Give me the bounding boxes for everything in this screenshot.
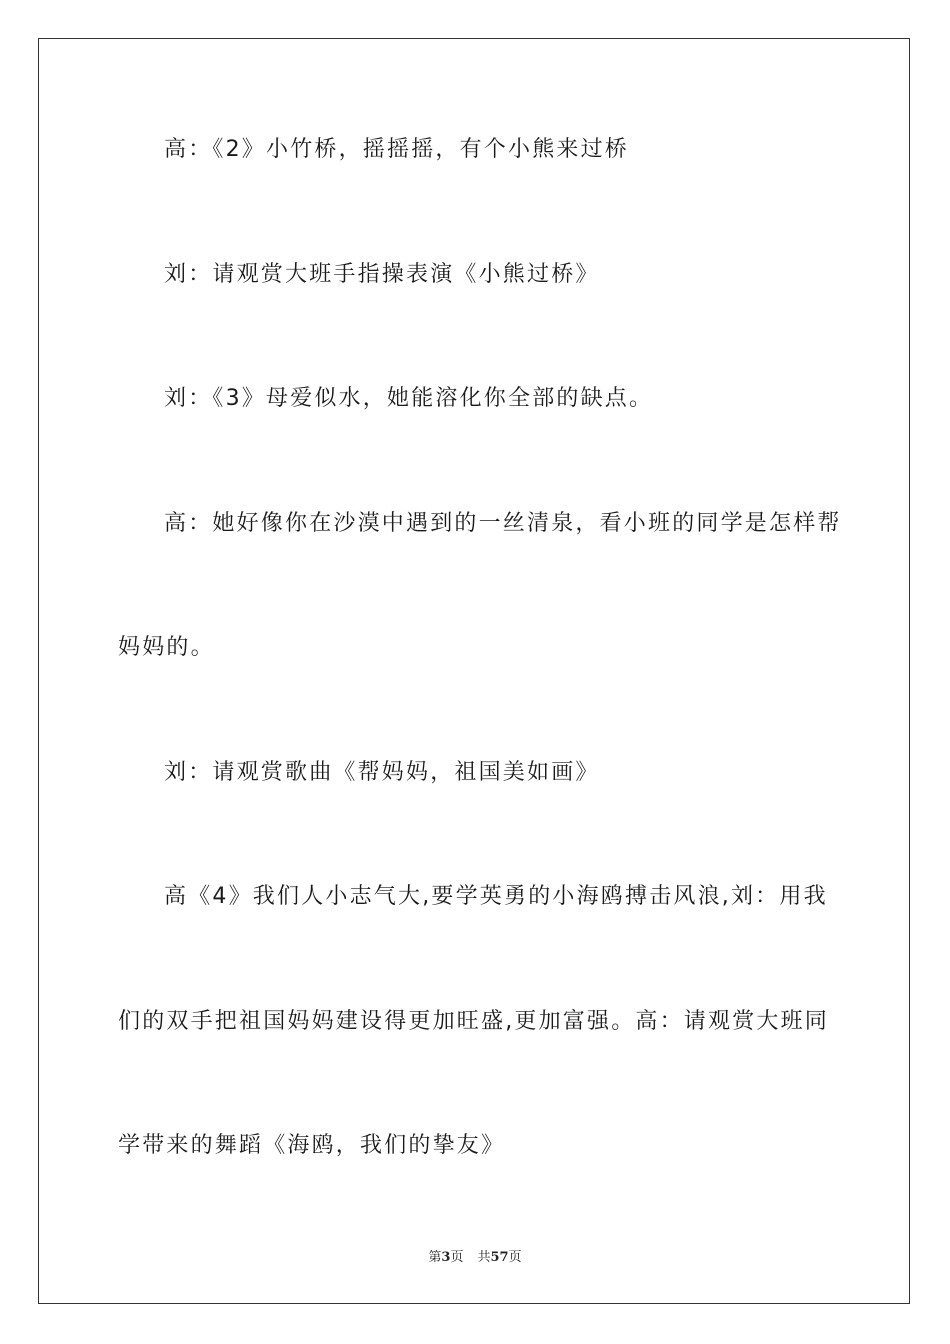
page-footer bbox=[0, 1246, 950, 1265]
page-border bbox=[38, 38, 910, 1304]
text-line-6: 刘：请观赏歌曲《帮妈妈，祖国美如画》 bbox=[164, 760, 600, 785]
footer-page-suffix: 页 bbox=[450, 1250, 464, 1265]
footer-total-pages: 57 bbox=[490, 1250, 509, 1265]
text-line-7: 高《4》我们人小志气大,要学英勇的小海鸥搏击风浪,刘：用我 bbox=[164, 884, 828, 909]
text-line-8: 们的双手把祖国妈妈建设得更加旺盛,更加富强。高：请观赏大班同 bbox=[118, 1009, 829, 1034]
text-line-4: 高：她好像你在沙漠中遇到的一丝清泉，看小班的同学是怎样帮 bbox=[164, 511, 842, 536]
footer-page-number: 3 bbox=[441, 1250, 451, 1265]
text-line-2: 刘：请观赏大班手指操表演《小熊过桥》 bbox=[164, 262, 600, 287]
footer-total-prefix: 共 bbox=[477, 1250, 491, 1265]
text-line-1: 高：《2》小竹桥，摇摇摇，有个小熊来过桥 bbox=[164, 137, 629, 162]
text-line-9: 学带来的舞蹈《海鸥，我们的挚友》 bbox=[118, 1133, 506, 1158]
text-line-5: 妈妈的。 bbox=[118, 635, 215, 660]
text-line-3: 刘：《3》母爱似水，她能溶化你全部的缺点。 bbox=[164, 386, 654, 411]
footer-total-suffix: 页 bbox=[508, 1250, 522, 1265]
footer-prefix: 第 bbox=[428, 1250, 442, 1265]
